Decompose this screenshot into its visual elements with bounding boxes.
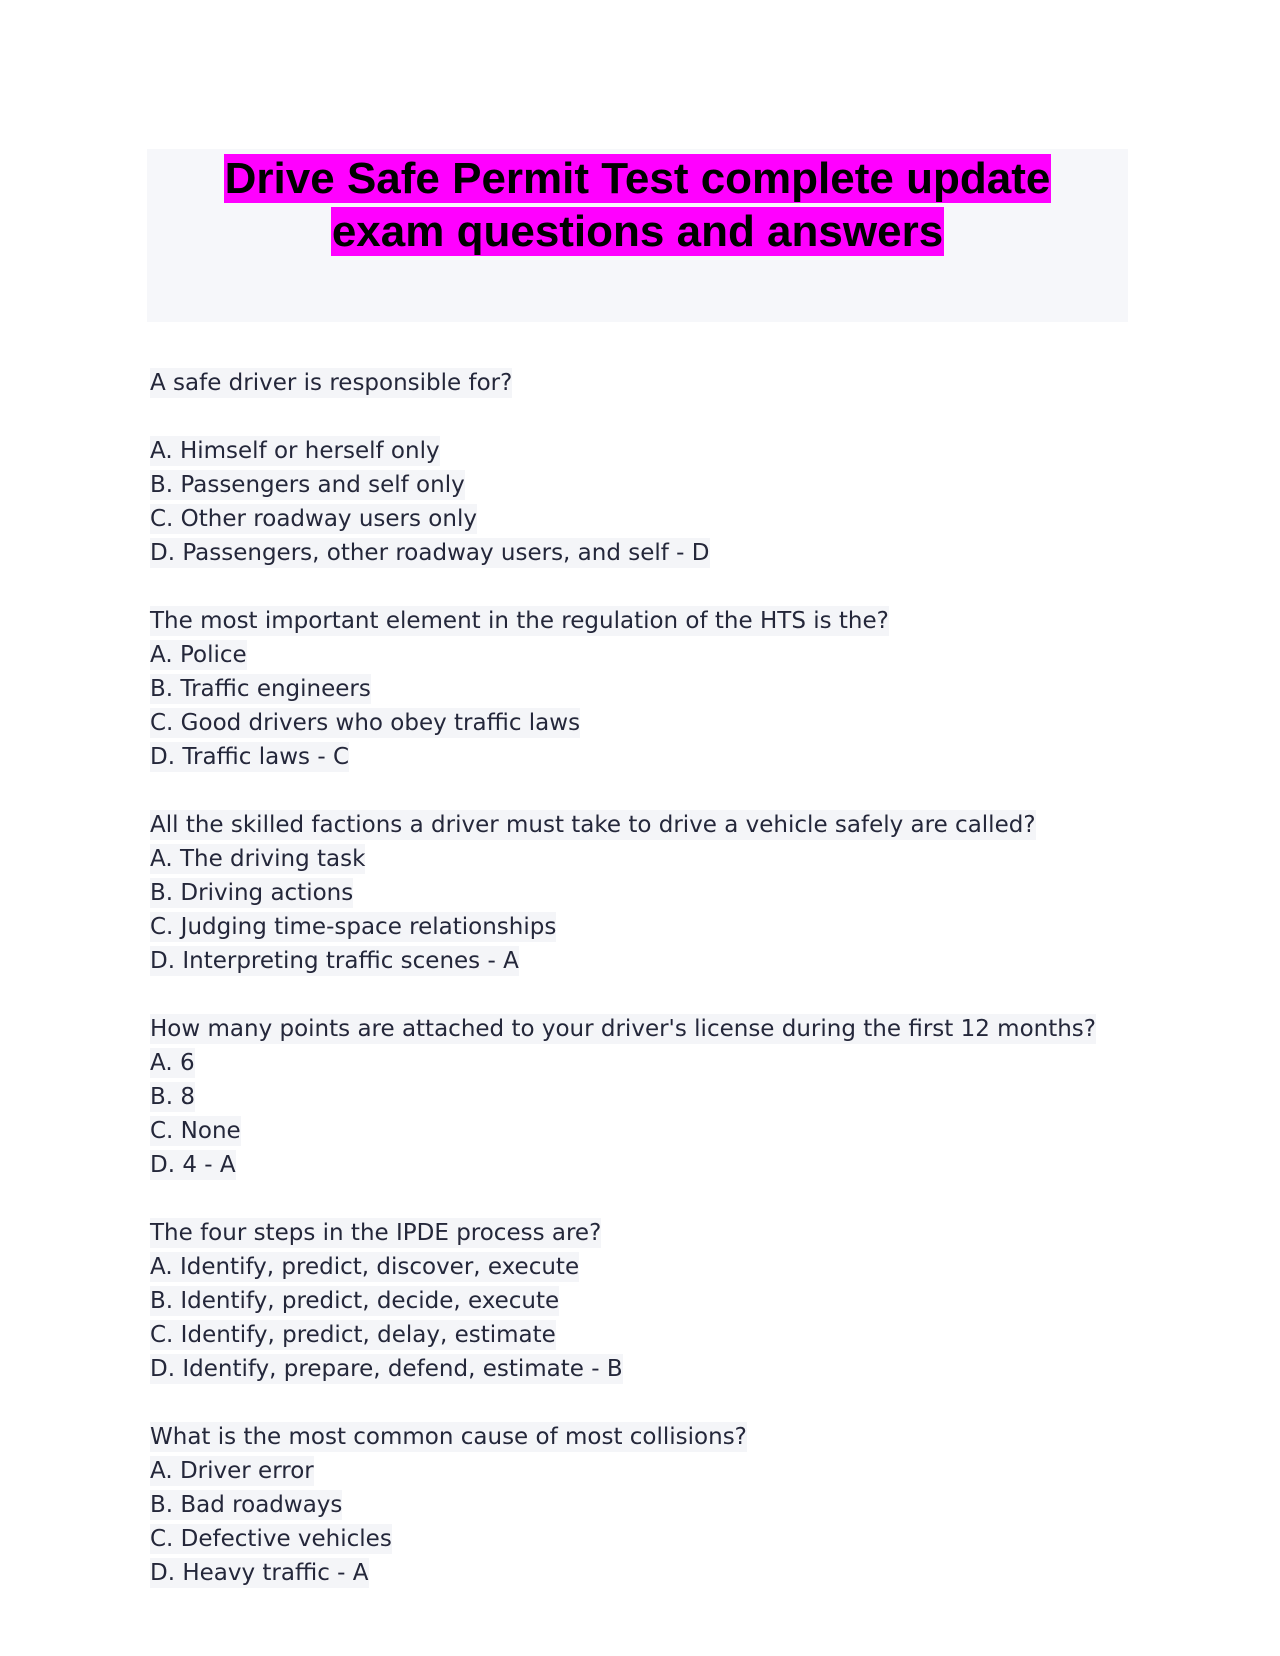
title-line-1: Drive Safe Permit Test complete update: [224, 154, 1051, 203]
answer-option: B. Identify, predict, decide, execute: [150, 1288, 560, 1314]
question-block: [150, 1012, 1140, 1182]
answer-option: C. Defective vehicles: [150, 1526, 392, 1552]
answer-option: B. Driving actions: [150, 880, 354, 906]
answer-option: D. 4 - A: [150, 1152, 236, 1178]
answer-option: D. Traffic laws - C: [150, 744, 350, 770]
question-text: The four steps in the IPDE process are?: [150, 1220, 602, 1246]
answer-option: B. Passengers and self only: [150, 472, 465, 498]
answer-option: D. Heavy traffic - A: [150, 1560, 369, 1586]
answer-option: A. Police: [150, 642, 247, 668]
question-block: [150, 604, 1140, 774]
answer-option: B. 8: [150, 1084, 196, 1110]
question-text: How many points are attached to your driver's license during the first 12 months?: [150, 1016, 1096, 1042]
question-block: [150, 366, 1140, 570]
answer-option: D. Interpreting traffic scenes - A: [150, 948, 519, 974]
answer-option: B. Traffic engineers: [150, 676, 371, 702]
question-block: [150, 1420, 1140, 1590]
answer-option: C. Judging time-space relationships: [150, 914, 557, 940]
answer-option: B. Bad roadways: [150, 1492, 343, 1518]
answer-option: C. Identify, predict, delay, estimate: [150, 1322, 556, 1348]
answer-option: A. 6: [150, 1050, 195, 1076]
answer-option: C. None: [150, 1118, 241, 1144]
document-title: [147, 149, 1128, 258]
question-list: [150, 366, 1140, 1624]
answer-option: C. Good drivers who obey traffic laws: [150, 710, 581, 736]
title-block: [147, 149, 1128, 322]
spacer: [150, 400, 1140, 434]
question-text: What is the most common cause of most collisions?: [150, 1424, 747, 1450]
answer-option: A. The driving task: [150, 846, 366, 872]
answer-option: A. Identify, predict, discover, execute: [150, 1254, 580, 1280]
answer-option: A. Driver error: [150, 1458, 314, 1484]
question-block: [150, 808, 1140, 978]
question-block: [150, 1216, 1140, 1386]
answer-option: D. Passengers, other roadway users, and self - D: [150, 540, 710, 566]
answer-option: D. Identify, prepare, defend, estimate - B: [150, 1356, 623, 1382]
question-text: The most important element in the regulation of the HTS is the?: [150, 608, 889, 634]
question-text: A safe driver is responsible for?: [150, 370, 513, 396]
answer-option: A. Himself or herself only: [150, 438, 440, 464]
answer-option: C. Other roadway users only: [150, 506, 477, 532]
title-line-2: exam questions and answers: [331, 207, 944, 256]
question-text: All the skilled factions a driver must take to drive a vehicle safely are called?: [150, 812, 1036, 838]
